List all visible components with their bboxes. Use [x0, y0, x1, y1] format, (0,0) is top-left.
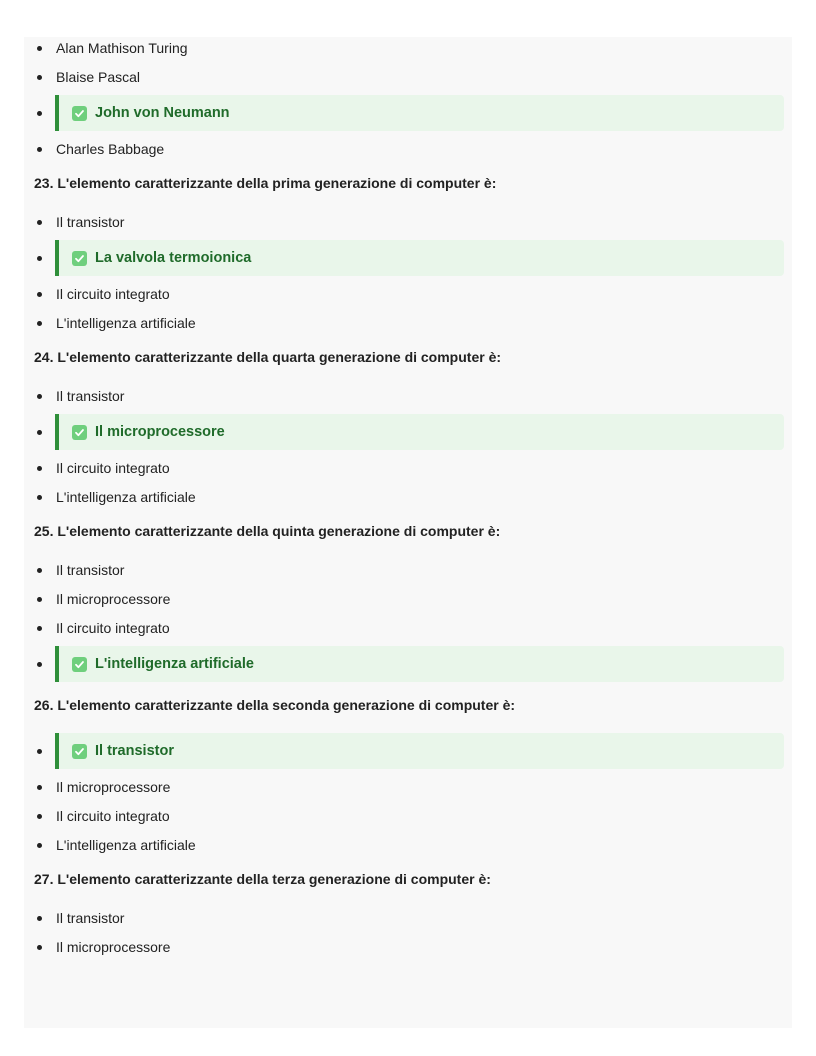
- answer-text: Charles Babbage: [56, 141, 165, 157]
- quiz-content: [24, 37, 792, 965]
- correct-answer-item: [24, 733, 784, 776]
- answer-item: [24, 138, 784, 167]
- quiz-page: [24, 37, 792, 1028]
- answer-item: [24, 385, 784, 414]
- correct-answer-text: Il microprocessore: [95, 424, 225, 440]
- question-title: 26. L'elemento caratterizzante della seconda generazione di computer è:: [34, 697, 516, 713]
- answer-text: Alan Mathison Turing: [56, 40, 188, 56]
- correct-answer-item: [24, 414, 784, 457]
- checkmark-box-icon: [72, 251, 87, 266]
- answer-text: Il microprocessore: [56, 939, 171, 955]
- answer-item: [24, 486, 784, 515]
- answer-item: [24, 457, 784, 486]
- answer-item: [24, 588, 784, 617]
- correct-answer-highlight: [55, 414, 784, 450]
- answer-text: Il circuito integrato: [56, 620, 170, 636]
- answer-item: [24, 776, 784, 805]
- answer-item: [24, 834, 784, 863]
- answer-item: [24, 936, 784, 965]
- answer-list: [24, 211, 784, 341]
- answer-text: Il circuito integrato: [56, 808, 170, 824]
- answer-item: [24, 283, 784, 312]
- correct-answer-highlight: [55, 95, 784, 131]
- question-title: 24. L'elemento caratterizzante della quarta generazione di computer è:: [34, 349, 502, 365]
- correct-answer-item: [24, 95, 784, 138]
- checkmark-box-icon: [72, 425, 87, 440]
- answer-list: [24, 733, 784, 863]
- answer-text: Il transistor: [56, 214, 125, 230]
- question-title: 25. L'elemento caratterizzante della quinta generazione di computer è:: [34, 523, 501, 539]
- answer-item: [24, 907, 784, 936]
- correct-answer-highlight: [55, 733, 784, 769]
- correct-answer-text: L'intelligenza artificiale: [95, 656, 254, 672]
- answer-text: Il microprocessore: [56, 591, 171, 607]
- answer-text: Il transistor: [56, 910, 125, 926]
- answer-list: [24, 559, 784, 689]
- answer-text: Il circuito integrato: [56, 286, 170, 302]
- correct-answer-text: Il transistor: [95, 743, 174, 759]
- answer-list: [24, 907, 784, 965]
- answer-item: [24, 211, 784, 240]
- answer-text: L'intelligenza artificiale: [56, 489, 196, 505]
- correct-answer-highlight: [55, 240, 784, 276]
- answer-item: [24, 617, 784, 646]
- answer-text: Il microprocessore: [56, 779, 171, 795]
- answer-text: Blaise Pascal: [56, 69, 141, 85]
- answer-item: [24, 805, 784, 834]
- answer-text: Il transistor: [56, 388, 125, 404]
- answer-item: [24, 312, 784, 341]
- correct-answer-item: [24, 240, 784, 283]
- answer-text: Il transistor: [56, 562, 125, 578]
- answer-item: [24, 559, 784, 588]
- correct-answer-highlight: [55, 646, 784, 682]
- checkmark-box-icon: [72, 744, 87, 759]
- correct-answer-text: La valvola termoionica: [95, 250, 252, 266]
- checkmark-box-icon: [72, 106, 87, 121]
- answer-text: Il circuito integrato: [56, 460, 170, 476]
- answer-item: [24, 66, 784, 95]
- answer-text: L'intelligenza artificiale: [56, 837, 196, 853]
- answer-text: L'intelligenza artificiale: [56, 315, 196, 331]
- answer-list: [24, 385, 784, 515]
- correct-answer-item: [24, 646, 784, 689]
- correct-answer-text: John von Neumann: [95, 105, 230, 121]
- answer-item: [24, 37, 784, 66]
- question-title: 27. L'elemento caratterizzante della terza generazione di computer è:: [34, 871, 491, 887]
- checkmark-box-icon: [72, 657, 87, 672]
- answer-list: [24, 37, 784, 167]
- question-title: 23. L'elemento caratterizzante della prima generazione di computer è:: [34, 175, 497, 191]
